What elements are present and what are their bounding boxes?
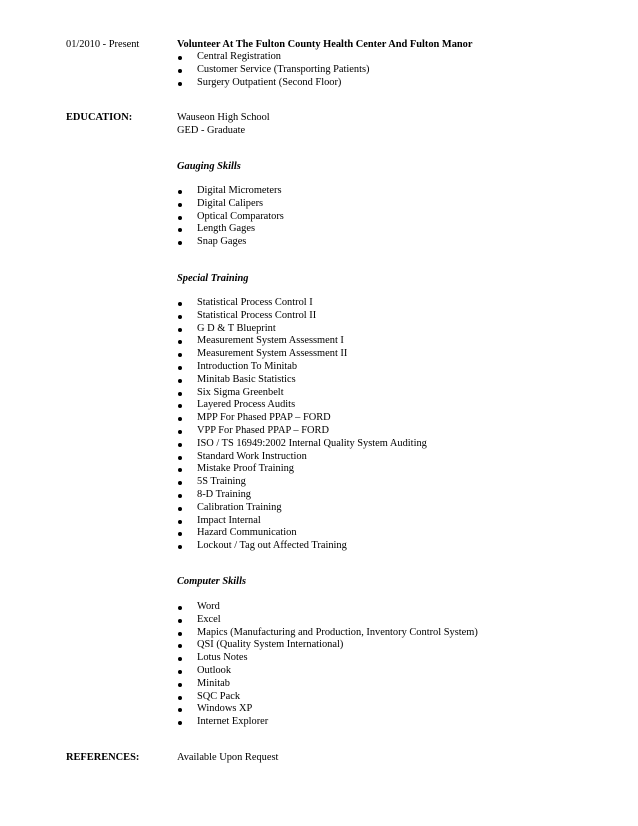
list-item: Lockout / Tag out Affected Training — [177, 540, 427, 553]
gauging-list — [177, 185, 284, 249]
education-school: Wauseon High School — [177, 112, 270, 123]
list-item: VPP For Phased PPAP – FORD — [177, 425, 427, 438]
gauging-heading: Gauging Skills — [177, 161, 241, 172]
experience-title: Volunteer At The Fulton County Health Center And Fulton Manor — [177, 39, 473, 50]
list-item: Optical Comparators — [177, 211, 284, 224]
experience-list — [177, 51, 370, 89]
list-item: Measurement System Assessment I — [177, 335, 427, 348]
list-item: Digital Calipers — [177, 198, 284, 211]
list-item: Introduction To Minitab — [177, 361, 427, 374]
references-text: Available Upon Request — [177, 752, 279, 763]
list-item: G D & T Blueprint — [177, 323, 427, 336]
references-heading: REFERENCES: — [66, 752, 140, 763]
list-item: Statistical Process Control II — [177, 310, 427, 323]
list-item: Impact Internal — [177, 515, 427, 528]
list-item: Calibration Training — [177, 502, 427, 515]
list-item: Length Gages — [177, 223, 284, 236]
list-item: Standard Work Instruction — [177, 451, 427, 464]
list-item: Minitab — [177, 678, 478, 691]
list-item: 5S Training — [177, 476, 427, 489]
list-item: MPP For Phased PPAP – FORD — [177, 412, 427, 425]
list-item: SQC Pack — [177, 691, 478, 704]
list-item: Central Registration — [177, 51, 370, 64]
list-item: 8-D Training — [177, 489, 427, 502]
list-item: Surgery Outpatient (Second Floor) — [177, 77, 370, 90]
training-heading: Special Training — [177, 273, 249, 284]
list-item: Customer Service (Transporting Patients) — [177, 64, 370, 77]
list-item: Layered Process Audits — [177, 399, 427, 412]
list-item: Windows XP — [177, 703, 478, 716]
training-list — [177, 297, 427, 553]
list-item: ISO / TS 16949:2002 Internal Quality System Auditing — [177, 438, 427, 451]
list-item: Mistake Proof Training — [177, 463, 427, 476]
experience-date: 01/2010 - Present — [66, 39, 140, 50]
list-item: Internet Explorer — [177, 716, 478, 729]
list-item: Measurement System Assessment II — [177, 348, 427, 361]
list-item: Lotus Notes — [177, 652, 478, 665]
computer-heading: Computer Skills — [177, 576, 247, 587]
list-item: Mapics (Manufacturing and Production, Inventory Control System) — [177, 627, 478, 640]
list-item: Hazard Communication — [177, 527, 427, 540]
computer-list — [177, 601, 478, 729]
list-item: Excel — [177, 614, 478, 627]
list-item: Digital Micrometers — [177, 185, 284, 198]
list-item: Minitab Basic Statistics — [177, 374, 427, 387]
list-item: Word — [177, 601, 478, 614]
education-degree: GED - Graduate — [177, 125, 246, 136]
education-heading: EDUCATION: — [66, 112, 133, 123]
list-item: Six Sigma Greenbelt — [177, 387, 427, 400]
list-item: Outlook — [177, 665, 478, 678]
list-item: Snap Gages — [177, 236, 284, 249]
list-item: Statistical Process Control I — [177, 297, 427, 310]
list-item: QSI (Quality System International) — [177, 639, 478, 652]
